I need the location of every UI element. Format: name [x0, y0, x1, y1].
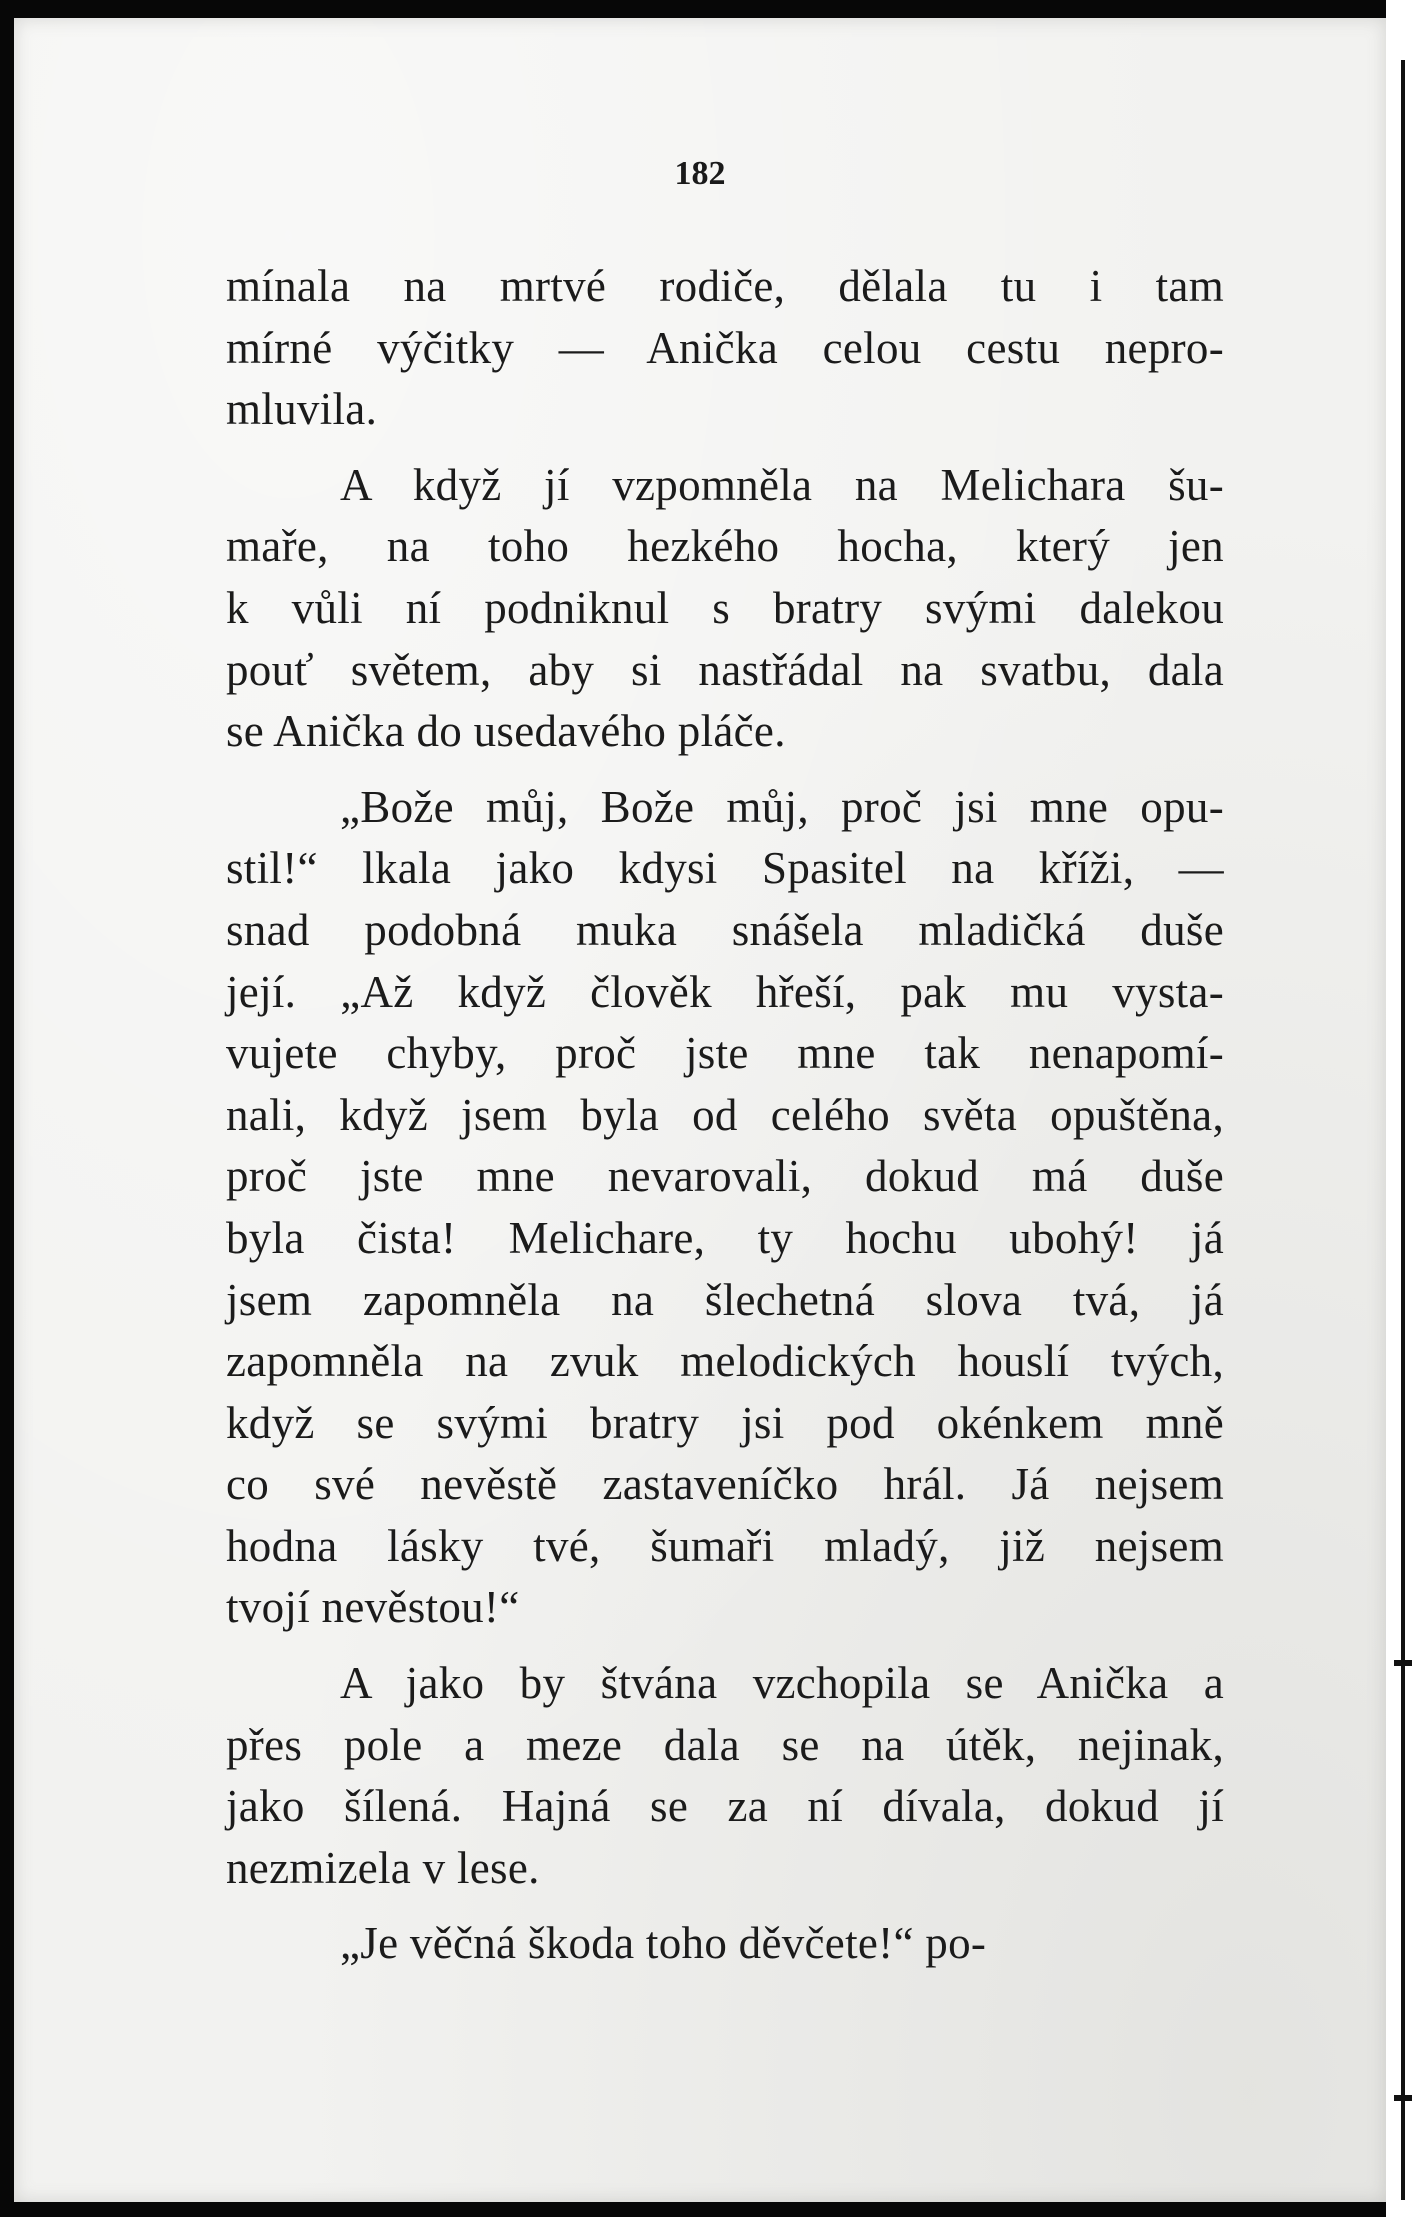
text-line: snad podobná muka snášela mladičká duše [226, 904, 1224, 955]
paragraph-gap [226, 441, 1224, 455]
text-line: mírné výčitky — Anička celou cestu nepro- [226, 322, 1224, 373]
text-line: co své nevěstě zastaveníčko hrál. Já nejsem [226, 1459, 1224, 1510]
text-line: její. „Až když člověk hřeší, pak mu vysta- [226, 966, 1224, 1017]
paragraph [226, 777, 1224, 1639]
text-line: „Je věčná škoda toho děvčete!“ po- [340, 1918, 987, 1969]
text-line: k vůli ní podniknul s bratry svými dalekou [226, 582, 1224, 633]
paragraph [226, 256, 1224, 441]
body-text [226, 256, 1224, 1975]
text-line: jsem zapomněla na šlechetná slova tvá, já [226, 1274, 1224, 1325]
paragraph [226, 1653, 1224, 1899]
text-line: hodna lásky tvé, šumaři mladý, již nejsem [226, 1520, 1224, 1571]
book-page [14, 18, 1386, 2202]
text-line: pouť světem, aby si nastřádal na svatbu, dala [226, 644, 1224, 695]
text-line: zapomněla na zvuk melodických houslí tvých, [226, 1336, 1224, 1387]
paragraph-gap [226, 763, 1224, 777]
text-line: maře, na toho hezkého hocha, který jen [226, 521, 1224, 572]
text-line: stil!“ lkala jako kdysi Spasitel na kříži, — [226, 843, 1224, 894]
paragraph-gap [226, 1639, 1224, 1653]
rule-notch [1394, 2095, 1412, 2101]
text-line: se Anička do usedavého pláče. [226, 706, 786, 757]
text-line: nezmizela v lese. [226, 1842, 540, 1893]
text-line: mínala na mrtvé rodiče, dělala tu i tam [226, 261, 1224, 311]
text-line: A když jí vzpomněla na Melichara šu- [340, 459, 1224, 510]
text-line: když se svými bratry jsi pod okénkem mně [226, 1397, 1224, 1448]
text-line: nali, když jsem byla od celého světa opuštěna, [226, 1089, 1224, 1140]
text-line: „Bože můj, Bože můj, proč jsi mne opu- [340, 781, 1224, 832]
adjacent-page-edge [1386, 0, 1425, 2217]
paragraph [226, 455, 1224, 763]
text-line: přes pole a meze dala se na útěk, nejinak, [226, 1719, 1224, 1770]
text-line: tvojí nevěstou!“ [226, 1582, 520, 1633]
text-line: jako šílená. Hajná se za ní dívala, dokud jí [226, 1781, 1224, 1832]
text-line: mluvila. [226, 384, 378, 435]
page-number: 182 [674, 155, 726, 192]
text-line: proč jste mne nevarovali, dokud má duše [226, 1151, 1224, 1202]
text-line: A jako by štvána vzchopila se Anička a [340, 1658, 1224, 1709]
text-line: byla čista! Melichare, ty hochu ubohý! já [226, 1212, 1224, 1263]
paragraph-gap [226, 1899, 1224, 1913]
page-edge-rule [1401, 60, 1405, 2200]
paragraph [226, 1913, 1224, 1975]
text-line: vujete chyby, proč jste mne tak nenapomí- [226, 1028, 1224, 1079]
rule-notch [1394, 1660, 1412, 1666]
